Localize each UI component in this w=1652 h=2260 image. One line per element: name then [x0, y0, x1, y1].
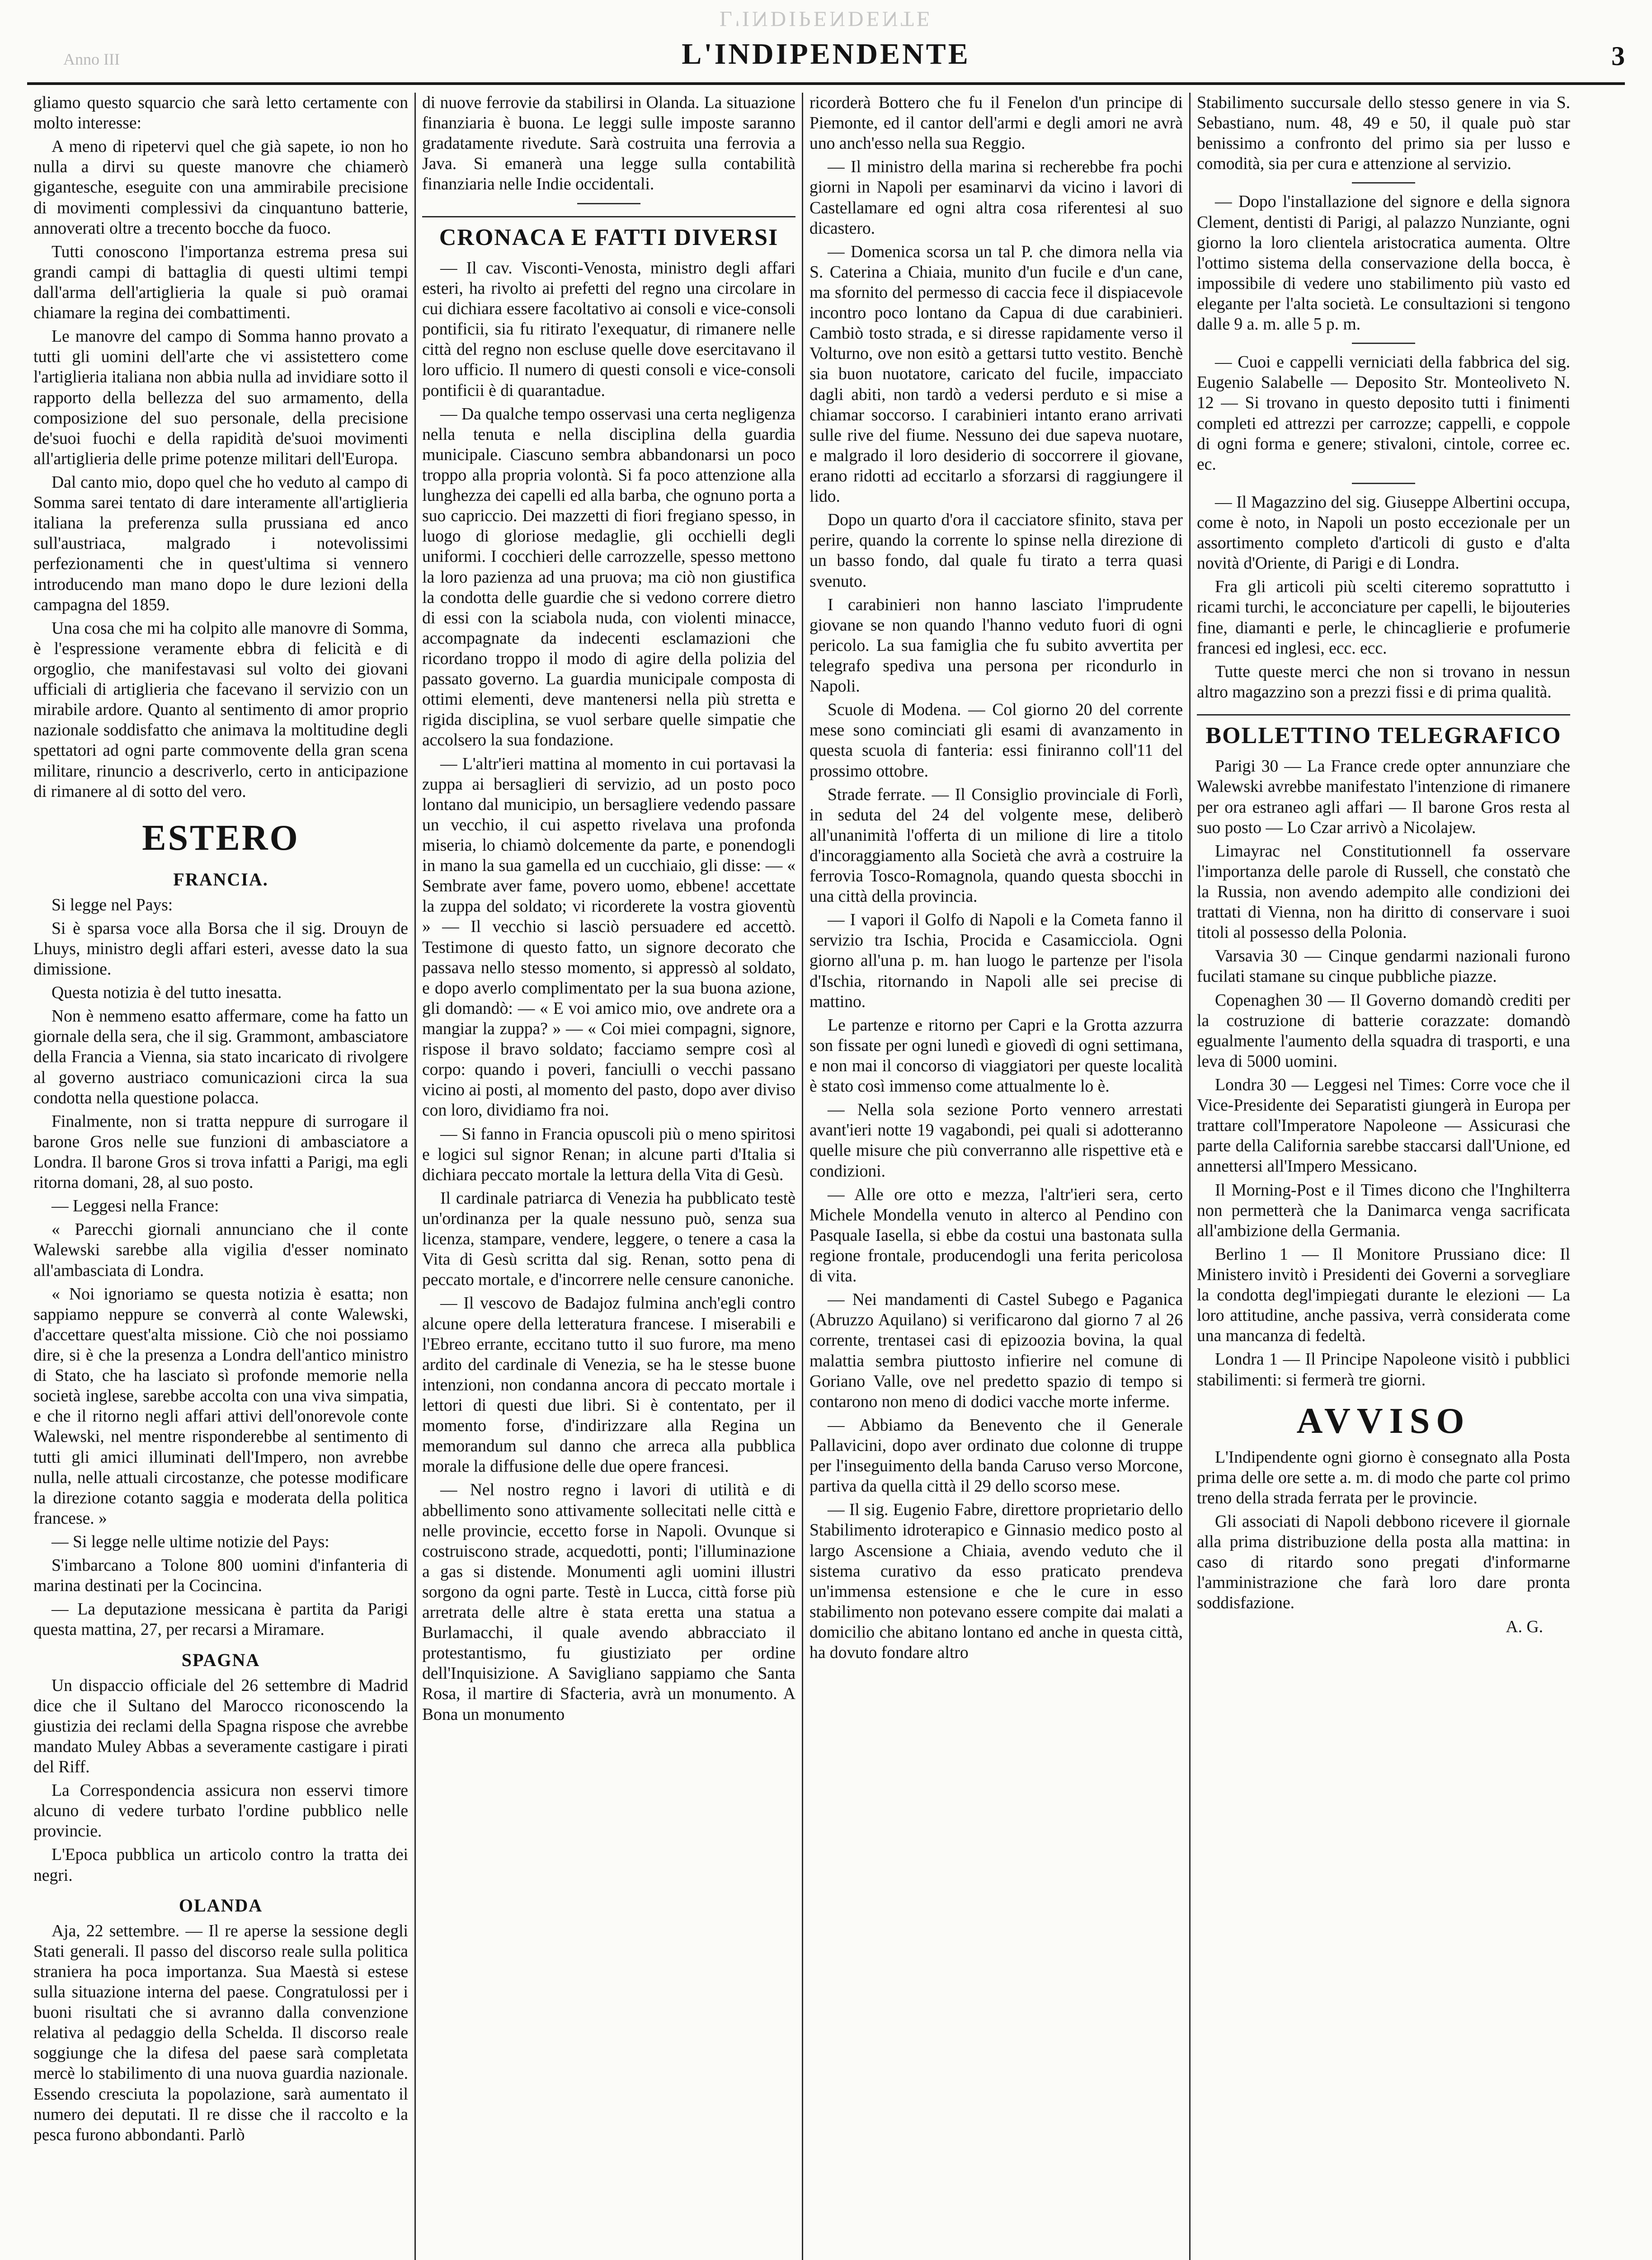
news-paragraph: — Da qualche tempo osservasi una certa negligenza nella tenuta e nella disciplina della guardia municipale. Ciascuno sembra abbandonarsi un poco troppo alla propria volontà. Si fa poco attenzione alla lunghezza dei capelli ed alla barba, che ognuno porta a suo capriccio. Dei mazzetti di fiori fregiano spesso, in luogo di gloriose medaglie, gli occhielli degli uniformi. I cocchieri delle carrozzelle, spesso mettono la loro pazienza ad una pruova; ma ciò non giustifica la condotta delle guardie che si vedono correre dietro di essi con la sciabola nuda, con violenti minacce, accompagnate da indecenti esclamazioni che ricordano troppo il modo di agire della polizia del passato governo. La guardia municipale composta di ottimi elementi, deve mantenersi nella più stretta e rigida disciplina, se vuol serbare quelle simpatie che accolsero la sua fondazione.	[422, 405, 795, 750]
newspaper-title: L'INDIPENDENTE	[682, 38, 970, 71]
separator-rule	[1352, 343, 1415, 344]
news-paragraph: — Nel nostro regno i lavori di utilità e di abbellimento sono attivamente sollecitati nelle città e nelle provincie, eccetto forse in Napoli. Ovunque si costruiscono strade, acquedotti, ponti; l'illuminazione a gas si distende. Monumenti agli uomini illustri sorgono da ogni parte. Testè in Lucca, città forse più arretrata delle altre è stata eretta una statua a Burlamacchi, il quale avendo abbracciato il protestantismo, fu giustiziato per ordine dell'Inquisizione. A Savigliano sappiamo che Santa Rosa, il martire di Sfacteria, avrà un monumento. A Bona un monumento	[422, 1481, 795, 1724]
section-heading-cronaca: CRONACA E FATTI DIVERSI	[422, 216, 795, 252]
article-paragraph: Dal canto mio, dopo quel che ho veduto al campo di Somma sarei tentato di dare interamente all'artiglieria italiana la preferenza sulla prussiana ed anco sull'austriaca, malgrado i notevolissimi perfezionamenti che in quest'ultima si vennero introducendo man mano dopo le dure lezioni della campagna del 1859.	[33, 473, 408, 614]
separator-rule	[577, 203, 640, 204]
column-3	[802, 93, 1189, 2260]
news-paragraph: Le partenze e ritorno per Capri e la Grotta azzurra son fissate per ogni lunedì e giovedì di ogni settimana, e non mai il concorso di viaggiatori per queste località è stato così immenso come attualmente lo è.	[810, 1016, 1183, 1096]
news-paragraph: ricorderà Bottero che fu il Fenelon d'un principe di Piemonte, ed il cantor dell'armi e degli amori ne avrà uno anch'esso nella sua Reggio.	[810, 94, 1183, 153]
news-paragraph: S'imbarcano a Tolone 800 uomini d'infanteria di marina destinati per la Cocincina.	[33, 1556, 408, 1596]
news-paragraph: — Il ministro della marina si recherebbe fra pochi giorni in Napoli per esaminarvi da vicino i lavori di Castellamare ed ogni altra cosa riferentesi al suo dicastero.	[810, 158, 1183, 238]
news-paragraph: — La deputazione messicana è partita da Parigi questa mattina, 27, per recarsi a Miramare.	[33, 1600, 408, 1639]
news-paragraph: — Si legge nelle ultime notizie del Pays:	[52, 1533, 329, 1551]
news-paragraph: Stabilimento succursale dello stesso genere in via S. Sebastiano, num. 48, 49 e 50, il quale può star benissimo a confronto del primo sia per lusso e comodità, sia per cura e attenzione al servizio.	[1197, 94, 1570, 174]
section-heading-bollettino: BOLLETTINO TELEGRAFICO	[1197, 714, 1570, 750]
news-paragraph: Strade ferrate. — Il Consiglio provinciale di Forlì, in seduta del 24 del volgente mese, deliberò all'unanimità l'offerta di un milione di lire a titolo d'incoraggiamento alla Società che avrà a costruire la ferrovia Tosco-Romagnola, quando questa sbocchi in una città della provincia.	[810, 785, 1183, 906]
news-paragraph: — Domenica scorsa un tal P. che dimora nella via S. Caterina a Chiaia, munito d'un fucile e d'un cane, ma sfornito del permesso di caccia fece il dispiacevole incontro poco lontano da Capua di due carabinieri. Cambiò tosto strada, e si diresse rapidamente verso il Volturno, ove non esitò a gettarsi tutto vestito. Benchè sia buon nuotatore, caricato del fucile, impacciato dagli abiti, non tardò a vedersi perduto e si mise a chiamar soccorso. I carabinieri intanto erano arrivati sulle rive del fiume. Nessuno dei due sapeva nuotare, e malgrado il loro desiderio di soccorrere il giovane, erano ridotti ad eccitarlo a sforzarsi di raggiungere il lido.	[810, 242, 1183, 506]
news-paragraph: Tutte queste merci che non si trovano in nessun altro magazzino son a prezzi fissi e di prima qualità.	[1197, 662, 1570, 702]
notice-paragraph: L'Indipendente ogni giorno è consegnato alla Posta prima delle ore sette a. m. di modo che parte col primo treno della strada ferrata per le provincie.	[1197, 1448, 1570, 1507]
column-4	[1189, 93, 1577, 2260]
news-paragraph: — Cuoi e cappelli verniciati della fabbrica del sig. Eugenio Salabelle — Deposito Str. Monteoliveto N. 12 — Si trovano in questo deposito tutti i finimenti completi ed attrezzi per carrozze; cappelli, e coppole di ogni forma e genere; stivaloni, cintole, corree ec. ec.	[1197, 353, 1570, 474]
telegraph-paragraph: Berlino 1 — Il Monitore Prussiano dice: Il Ministero invitò i Presidenti dei Governi a sorvegliare la condotta degl'impiegati durante le elezioni — La loro attitudine, anche passiva, verrà considerata come una mancanza di fedeltà.	[1197, 1245, 1570, 1346]
news-paragraph: — Dopo l'installazione del signore e della signora Clement, dentisti di Parigi, al palazzo Nunziante, ogni giorno la loro clientela aristocratica aumenta. Oltre l'ottimo sistema della conservazione della bocca, è impossibile di vedere uno stabilimento più vasto ed elegante per l'alta società. Le consultazioni si tengono dalle 9 a. m. alle 5 p. m.	[1197, 193, 1570, 334]
news-paragraph: « Noi ignoriamo se questa notizia è esatta; non sappiamo neppure se converrà al conte Walewski, d'accettare quest'alta missione. Ciò che noi possiamo dire, si è che la presenza a Londra dell'antico ministro di Stato, che ha lasciato sì profonde memorie nella società inglese, sarebbe accolta con una viva simpatia, e che il ritorno negli affari attivi dell'onorevole conte Walewski, nel mentre risponderebbe al sentimento di tutti gli amici illuminati dell'Impero, non avrebbe nulla, nelle attuali circostanze, che potesse modificare la direzione cotanto saggia e moderata della politica francese. »	[33, 1285, 408, 1528]
news-paragraph: L'Epoca pubblica un articolo contro la tratta dei negri.	[33, 1846, 408, 1885]
news-paragraph: — Abbiamo da Benevento che il Generale Pallavicini, dopo aver ordinato due colonne di truppe per l'inseguimento della banda Caruso verso Morcone, partiva da quella città il 29 dello scorso mese.	[810, 1416, 1183, 1496]
signature: A. G.	[1506, 1617, 1543, 1636]
page-number: 3	[1611, 41, 1625, 71]
news-paragraph: Il cardinale patriarca di Venezia ha pubblicato testè un'ordinanza per la quale nessuno può, senza sua licenza, stampare, vendere, leggere, o tenere a casa la Vita di Gesù scritta dal sig. Renan, sotto pena di peccato mortale, e d'incorrere nelle censure canoniche.	[422, 1189, 795, 1290]
news-paragraph: Fra gli articoli più scelti citeremo soprattutto i ricami turchi, le acconciature per capelli, le bijouteries fine, diamanti e perle, le chincaglierie e profumerie francesi ed inglesi, ecc. ecc.	[1197, 578, 1570, 658]
telegraph-paragraph: Il Morning-Post e il Times dicono che l'Inghilterra non permetterà che la Danimarca venga sacrificata all'ambizione della Germania.	[1197, 1181, 1570, 1240]
telegraph-paragraph: Parigi 30 — La France crede opter annunziare che Walewski avrebbe manifestato l'intenzione di rimanere per ora estraneo agli affari — Il barone Gros resta al suo posto — Lo Czar arrivò a Nicolajew.	[1197, 757, 1570, 837]
news-paragraph: — Nella sola sezione Porto vennero arrestati avant'ieri notte 19 vagabondi, pei quali si adotteranno quelle misure che più converranno alle rispettive età e condizioni.	[810, 1101, 1183, 1181]
telegraph-paragraph: Londra 30 — Leggesi nel Times: Corre voce che il Vice-Presidente dei Separatisti giungerà in Europa per trattare coll'Imperatore Napoleone — Assicurasi che parte della California sarebbe staccarsi dall'Unione, ed annettersi all'Impero Messicano.	[1197, 1075, 1570, 1176]
news-paragraph: Questa notizia è del tutto inesatta.	[52, 984, 282, 1003]
column-2	[414, 93, 802, 2260]
news-paragraph: — I vapori il Golfo di Napoli e la Cometa fanno il servizio tra Ischia, Procida e Casamicciola. Ogni giorno all'una p. m. han luogo le partenze per l'isola d'Ischia, ritornando in Napoli alle sei precise di mattino.	[810, 911, 1183, 1011]
subheading-francia: FRANCIA.	[173, 869, 268, 890]
faint-show-through-text: Anno III	[63, 50, 120, 68]
article-paragraph: gliamo questo squarcio che sarà letto certamente con molto interesse:	[33, 94, 408, 133]
section-heading-avviso: AVVISO	[1296, 1401, 1471, 1441]
mirrored-show-through-title: L'INDIPENDENTE	[719, 7, 933, 31]
telegraph-paragraph: Varsavia 30 — Cinque gendarmi nazionali furono fucilati stamane su cinque pubbliche piazze.	[1197, 947, 1570, 986]
telegraph-paragraph: Copenaghen 30 — Il Governo domandò crediti per la costruzione di batterie corazzate: domandò egualmente l'aumento della squadra di trasporti, e una leva di 5000 uomini.	[1197, 991, 1570, 1071]
article-paragraph: Tutti conoscono l'importanza estrema presa sui grandi campi di battaglia di questi ultimi tempi dall'arma dell'artiglieria la quale si può oramai chiamare la regina dei combattimenti.	[33, 242, 408, 323]
section-heading-estero: ESTERO	[142, 818, 300, 858]
separator-rule	[1352, 182, 1415, 184]
news-paragraph: — Il cav. Visconti-Venosta, ministro degli affari esteri, ha rivolto ai prefetti del regno una circolare in cui dichiara essere facoltativo ai consoli e vice-consoli pontificii, sia fu ritirato l'exequatur, di rimanere nelle città del regno non escluse quelle dove esercitavano il loro ufficio. Il numero di questi consoli e vice-consoli pontificii è di quarantadue.	[422, 259, 795, 400]
news-paragraph: La Correspondencia assicura non esservi timore alcuno di vedere turbato l'ordine pubblico nelle provincie.	[33, 1781, 408, 1841]
masthead-rule	[27, 82, 1625, 85]
news-paragraph: — L'altr'ieri mattina al momento in cui portavasi la zuppa ai bersaglieri di servizio, ad un posto poco lontano dal municipio, un bersagliere vedendo passare un vecchio, il cui aspetto rivelava una profonda miseria, lo chiamò dolcemente da parte, e ponendogli in mano la sua gamella ed un cucchiaio, gli disse: — « Sembrate aver fame, povero uomo, ebbene! accettate la zuppa del soldato; vi ricorderete la vostra gioventù » — Il vecchio si lasciò persuadere ed accettò. Testimone di questo fatto, un signore decorato che passava nello stesso momento, si appressò al soldato, e dopo averlo complimentato per la sua buona azione, gli domandò: — « E voi amico mio, ove andrete ora a mangiar la zuppa? » — « Coi miei compagni, signore, rispose il bravo soldato; facciamo sempre così al corpo: quando i poveri, fanciulli o vecchi passano vicino ai posti, al momento del pasto, dopo aver diviso con loro, dividiamo fra noi.	[422, 754, 795, 1120]
news-paragraph: — Nei mandamenti di Castel Subego e Paganica (Abruzzo Aquilano) si verificarono dal giorno 7 al 26 corrente, trentasei casi di epizoozia bovina, la qual malattia sembra piuttosto infierire nel comune di Goriano Valle, ove nel predetto spazio di tempo si contarono non meno di dodici vacche morte inferme.	[810, 1290, 1183, 1411]
news-paragraph: — Il sig. Eugenio Fabre, direttore proprietario dello Stabilimento idroterapico e Ginnasio medico posto al largo Ascensione a Chiaia, avendo veduto che il sistema curativo da esso praticato prendeva un'immensa estensione e che le cure in esso stabilimento non potevano essere compite dai malati a domicilio che abitano lontano ed anche in questa città, ha dovuto fondare altro	[810, 1501, 1183, 1662]
telegraph-paragraph: Limayrac nel Constitutionnell fa osservare l'importanza delle parole di Russell, che constatò che la Russia, non avendo adempito alle condizioni dei trattati di Vienna, non ha diritto di conservare i suoi titoli al possesso della Polonia.	[1197, 842, 1570, 942]
news-paragraph: — Il Magazzino del sig. Giuseppe Albertini occupa, come è noto, in Napoli un posto eccezionale per un assortimento completo d'articoli di gusto e d'alta novità d'Oriente, di Parigi e di Londra.	[1197, 493, 1570, 573]
news-paragraph: — Il vescovo de Badajoz fulmina anch'egli contro alcune opere della letteratura francese. I miserabili e l'Ebreo errante, eccitano tutto il suo furore, ma meno ardito del cardinale di Venezia, se ha le stesse buone intenzioni, non condanna ancora di peccato mortale i lettori di questi due libri. Si è contentato, per il momento forse, d'indirizzare alla Regina un memorandum sul danno che arreca alla pubblica morale la diffusione delle due opere francesi.	[422, 1294, 795, 1476]
column-1	[27, 93, 414, 2260]
subheading-olanda: OLANDA	[179, 1895, 263, 1916]
article-paragraph: Le manovre del campo di Somma hanno provato a tutti gli uomini dell'arte che vi assistettero come l'artiglieria italiana non abbia nulla ad invidiare sotto il rapporto della bellezza del suo armamento, della composizione del suo personale, della precisione de'suoi fuochi e della rapidità de'suoi movimenti all'artiglieria delle prime potenze militari dell'Europa.	[33, 327, 408, 468]
news-paragraph: I carabinieri non hanno lasciato l'imprudente giovane se non quando l'hanno veduto fuori di ogni pericolo. La sua famiglia che fu subito avvertita per telegrafo spediva una persona per ricondurlo in Napoli.	[810, 595, 1183, 696]
newspaper-columns	[27, 93, 1623, 2260]
news-paragraph: Si legge nel Pays:	[52, 895, 173, 914]
news-paragraph: Un dispaccio officiale del 26 settembre di Madrid dice che il Sultano del Marocco riconoscendo la giustizia dei reclami della Spagna rispose che avrebbe mandato Muley Abbas a severamente castigare i pirati del Riff.	[33, 1676, 408, 1776]
news-paragraph: Si è sparsa voce alla Borsa che il sig. Drouyn de Lhuys, ministro degli affari esteri, avesse dato la sua dimissione.	[33, 919, 408, 979]
masthead	[0, 0, 1652, 90]
news-paragraph: — Leggesi nella France:	[52, 1197, 219, 1216]
article-paragraph: A meno di ripetervi quel che già sapete, io non ho nulla a dirvi su queste manovre che chiamerò gigantesche, eseguite con una ammirabile precisione di movimenti complessivi da cinquantuno batterie, annoverati oltre a trecento bocche da fuoco.	[33, 137, 408, 238]
subheading-spagna: SPAGNA	[181, 1649, 260, 1670]
news-paragraph: Finalmente, non si tratta neppure di surrogare il barone Gros nelle sue funzioni di ambasciatore a Londra. Il barone Gros si trova infatti a Parigi, ma egli ritorna domani, 28, al suo posto.	[33, 1112, 408, 1192]
news-paragraph: — Si fanno in Francia opuscoli più o meno spiritosi e logici sul signor Renan; in alcune parti d'Italia si dichiara peccato mortale la lettura della Vita di Gesù.	[422, 1125, 795, 1184]
news-paragraph: Dopo un quarto d'ora il cacciatore sfinito, stava per perire, quando la corrente lo spinse nella direzione di un basso fondo, dal quale fu tirato a terra quasi svenuto.	[810, 511, 1183, 591]
news-paragraph: — Alle ore otto e mezza, l'altr'ieri sera, certo Michele Mondella venuto in alterco al Pendino con Pasquale Iasella, si ebbe da costui una bastonata sulla regione frontale, producendogli una ferita pericolosa di vita.	[810, 1185, 1183, 1286]
separator-rule	[1352, 483, 1415, 484]
news-paragraph: Non è nemmeno esatto affermare, come ha fatto un giornale della sera, che il sig. Grammont, ambasciatore della Francia a Vienna, sia stato incaricato di rivolgere al governo austriaco comunicazioni circa la sua condotta nella questione polacca.	[33, 1007, 408, 1107]
news-paragraph: Aja, 22 settembre. — Il re aperse la sessione degli Stati generali. Il passo del discorso reale sulla politica straniera ha poca importanza. Sua Maestà si estese sulla situazione interna del paese. Congratulossi per i buoni risultati che si avranno dalla convenzione relativa al pedaggio della Schelda. Il discorso reale soggiunge che la difesa del paese sarà completata mercè lo stabilimento di una nuova guardia nazionale. Essendo cresciuta la popolazione, sarà aumentato il numero dei deputati. Il re disse che il raccolto e la pesca furono abbondanti. Parlò	[33, 1921, 408, 2144]
news-paragraph: Scuole di Modena. — Col giorno 20 del corrente mese sono cominciati gli esami di avanzamento in questa scuola di fanteria: essi finiranno coll'11 del prossimo ottobre.	[810, 701, 1183, 781]
article-paragraph: Una cosa che mi ha colpito alle manovre di Somma, è l'espressione veramente ebbra di felicità e di orgoglio, che manifestavasi sul volto dei giovani ufficiali di artiglieria che facevano il servizio con un mirabile ardore. Quanto al sentimento di amor proprio nazionale soddisfatto che animava la moltitudine degli spettatori ad ogni parte commovente della gran scena militare, rinuncio a descriverlo, certo in anticipazione di rimanere al di sotto del vero.	[33, 619, 408, 801]
news-paragraph: « Parecchi giornali annunciano che il conte Walewski sarebbe alla vigilia d'esser nominato all'ambasciata di Londra.	[33, 1220, 408, 1280]
notice-paragraph: Gli associati di Napoli debbono ricevere il giornale alla prima distribuzione della posta alla mattina: in caso di ritardo sono pregati d'informarne l'amministrazione che farà loro dare pronta soddisfazione.	[1197, 1512, 1570, 1613]
telegraph-paragraph: Londra 1 — Il Principe Napoleone visitò i pubblici stabilimenti: si fermerà tre giorni.	[1197, 1350, 1570, 1389]
article-paragraph: di nuove ferrovie da stabilirsi in Olanda. La situazione finanziaria è buona. Le leggi sulle imposte saranno gradatamente rivedute. Sarà costruita una ferrovia a Java. Si emanerà una legge sulla contabilità finanziaria nelle Indie occidentali.	[422, 94, 795, 194]
